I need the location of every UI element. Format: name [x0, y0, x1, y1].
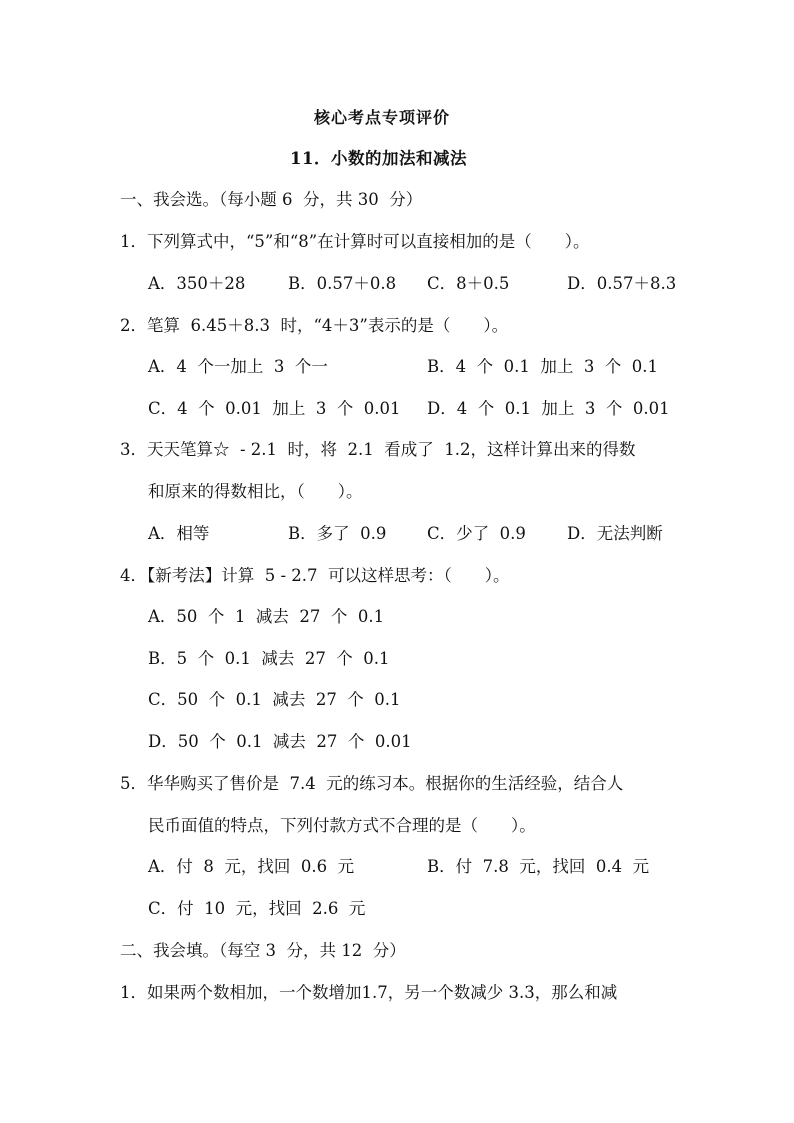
- question-3-option-a: A．相等: [148, 524, 210, 543]
- question-4-option-c: C．50 个 0.1 减去 27 个 0.1: [148, 690, 401, 709]
- section2-heading: 二、我会填。（每空 3 分，共 12 分）: [120, 941, 406, 960]
- question-5-option-b: B．付 7.8 元，找回 0.4 元: [427, 857, 650, 876]
- question-5-option-c: C．付 10 元，找回 2.6 元: [148, 899, 366, 918]
- section1-heading: 一、我会选。（每小题 6 分，共 30 分）: [120, 190, 423, 209]
- question-2-option-a: A．4 个一加上 3 个一: [148, 357, 328, 376]
- question-5-stem-line1: 5．华华购买了售价是 7.4 元的练习本。根据你的生活经验，结合人: [120, 774, 624, 793]
- question-1-option-b: B．0.57＋0.8: [288, 274, 397, 293]
- question-3-option-b: B．多了 0.9: [288, 524, 387, 543]
- question-3-stem-line2: 和原来的得数相比，（ ）。: [148, 482, 363, 501]
- question-3-stem-line1: 3．天天笔算☆ - 2.1 时，将 2.1 看成了 1.2，这样计算出来的得数: [120, 440, 636, 459]
- question-1-option-c: C．8＋0.5: [427, 274, 510, 293]
- question-1-stem: 1．下列算式中，“5”和“8”在计算时可以直接相加的是（ ）。: [120, 232, 590, 251]
- question-1-option-d: D．0.57＋8.3: [567, 274, 677, 293]
- question-4-option-a: A．50 个 1 减去 27 个 0.1: [148, 607, 385, 626]
- question-5-option-a: A．付 8 元，找回 0.6 元: [148, 857, 355, 876]
- section2-question-1-stem-line1: 1．如果两个数相加，一个数增加1.7，另一个数减少 3.3，那么和减: [120, 983, 618, 1002]
- question-4-stem: 4．【新考法】计算 5 - 2.7 可以这样思考：（ ）。: [120, 566, 510, 585]
- question-5-stem-line2: 民币面值的特点，下列付款方式不合理的是（ ）。: [148, 816, 536, 835]
- question-2-option-d: D．4 个 0.1 加上 3 个 0.01: [427, 399, 670, 418]
- question-3-option-d: D．无法判断: [567, 524, 663, 543]
- question-2-option-c: C．4 个 0.01 加上 3 个 0.01: [148, 399, 401, 418]
- question-2-stem: 2．笔算 6.45＋8.3 时，“4＋3”表示的是（ ）。: [120, 316, 509, 335]
- question-1-option-a: A．350＋28: [148, 274, 246, 293]
- question-3-option-c: C．少了 0.9: [427, 524, 526, 543]
- question-2-option-b: B．4 个 0.1 加上 3 个 0.1: [427, 357, 659, 376]
- question-4-option-d: D．50 个 0.1 减去 27 个 0.01: [148, 732, 412, 751]
- question-4-option-b: B．5 个 0.1 减去 27 个 0.1: [148, 649, 390, 668]
- page-subtitle: 11．小数的加法和减法: [290, 149, 467, 168]
- page-title: 核心考点专项评价: [314, 108, 451, 127]
